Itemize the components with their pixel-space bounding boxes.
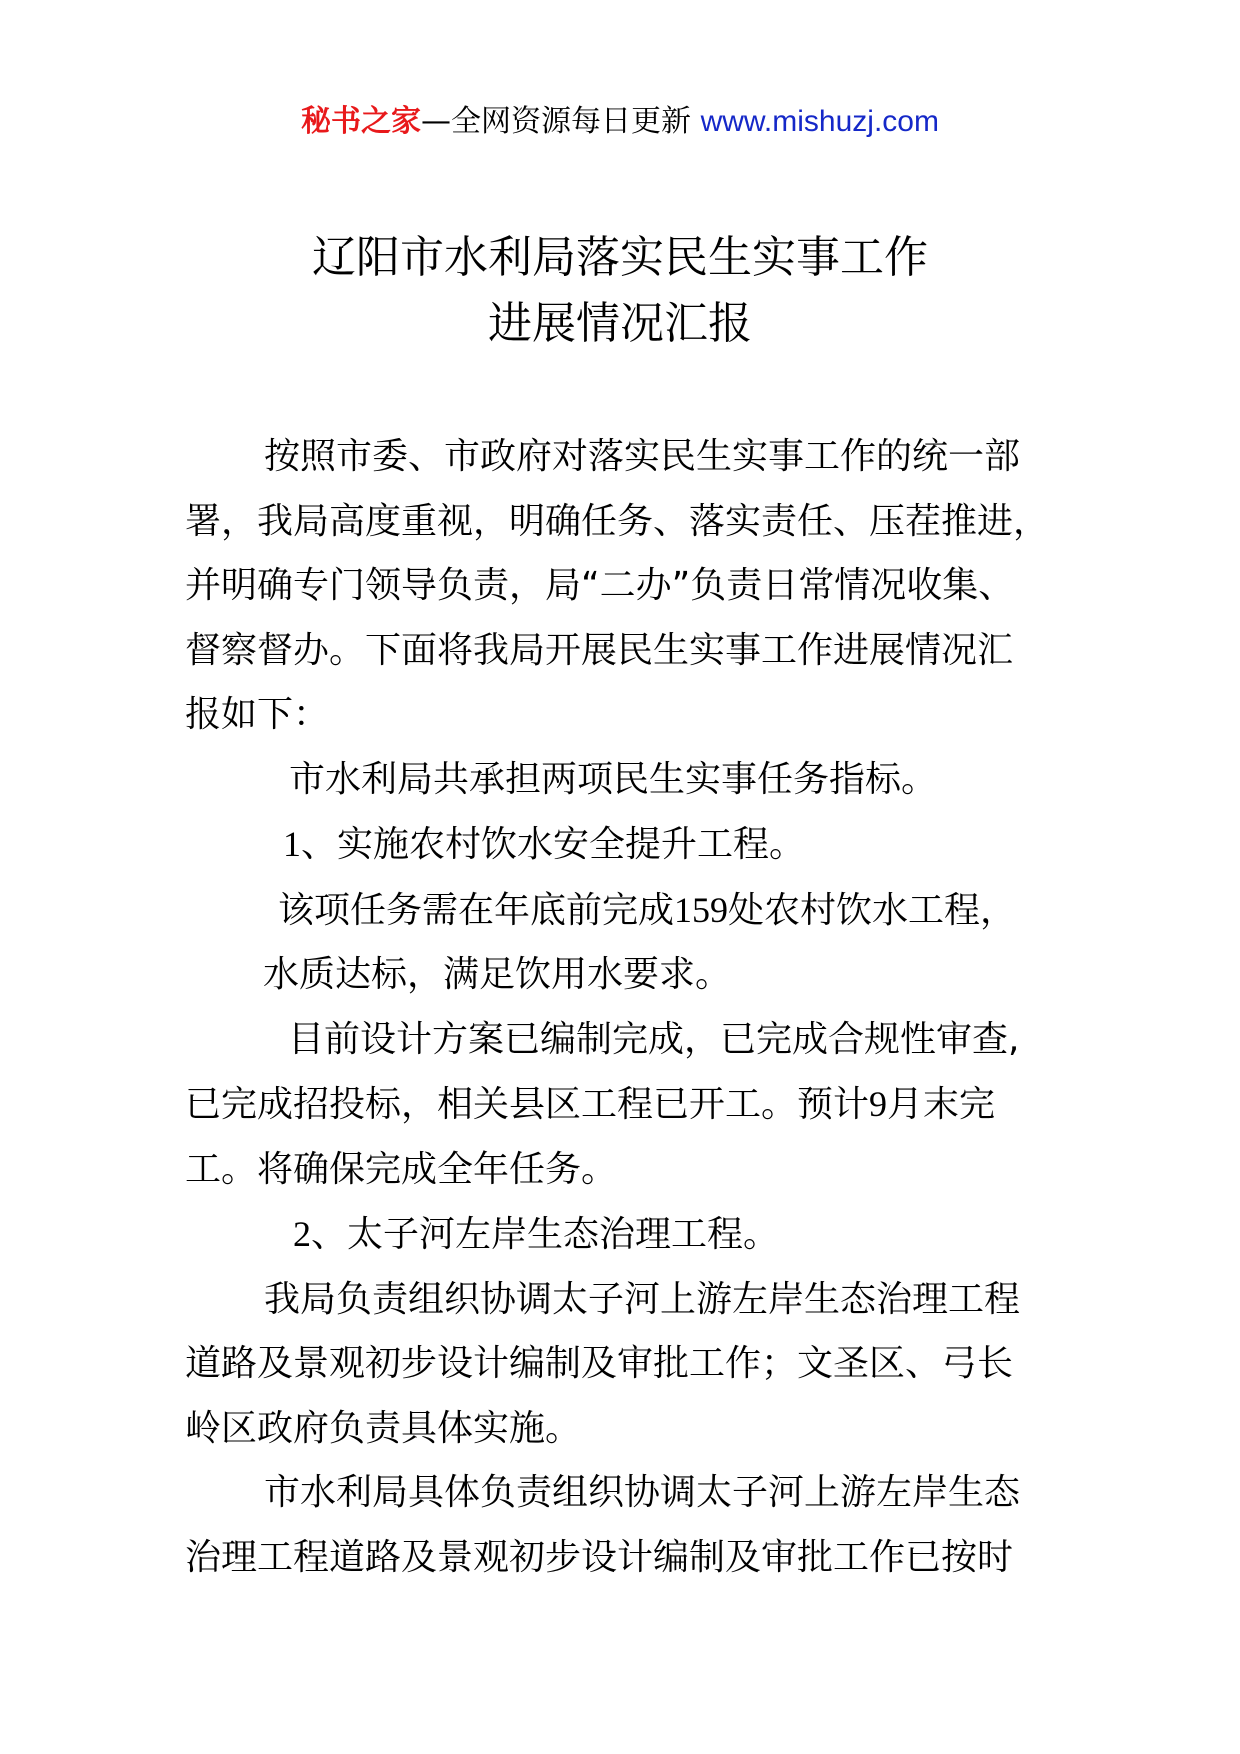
- intro-line-2: 署，我局高度重视，明确任务、落实责任、压茬推进，: [185, 500, 1050, 542]
- item2-duty-line-3: 岭区政府负责具体实施。: [185, 1407, 582, 1449]
- intro-line-1: 按照市委、市政府对落实民生实事工作的统一部: [264, 436, 1021, 477]
- item1-title: 、实施农村饮水安全提升工程。: [301, 824, 806, 865]
- site-url-link[interactable]: www.mishuzj.com: [700, 105, 939, 138]
- item2-duty-line-2: 道路及景观初步设计编制及审批工作；文圣区、弓长: [185, 1343, 1014, 1384]
- item2-heading: [185, 1202, 1085, 1268]
- item1-progress-month: 9: [869, 1084, 888, 1124]
- item1-task-line-1: [185, 878, 1085, 944]
- item1-number: 1: [283, 824, 301, 864]
- title-line-2: 进展情况汇报: [488, 298, 752, 349]
- intro-line-4: 督察督办。下面将我局开展民生实事工作进展情况汇: [185, 629, 1014, 671]
- item1-task-count: 159: [674, 889, 729, 930]
- item1-task-text: 该项任务需在年底前完成: [278, 889, 675, 931]
- header-tagline: —全网资源每日更新: [421, 104, 701, 139]
- site-header: [0, 100, 1240, 144]
- intro-line-5: 报如下：: [185, 694, 330, 735]
- item1-task-text-end: 处农村饮水工程，: [728, 889, 1017, 931]
- item2-status-line-2: 治理工程道路及景观初步设计编制及审批工作已按时: [185, 1536, 1014, 1578]
- item1-progress-text: 已完成招投标，相关县区工程已开工。预计: [185, 1084, 870, 1125]
- title-line-1: 辽阳市水利局落实民生实事工作: [312, 232, 928, 283]
- item1-progress-text-end: 月末完: [887, 1084, 996, 1125]
- intro-line-3: 并明确专门领导负责，局“二办”负责日常情况收集、: [185, 565, 1015, 606]
- item2-duty-line-1: 我局负责组织协调太子河上游左岸生态治理工程: [264, 1278, 1021, 1320]
- brand-name: 秘书之家: [301, 104, 422, 139]
- item2-title: 、太子河左岸生态治理工程。: [311, 1214, 780, 1255]
- item2-status-line-1: 市水利局具体负责组织协调太子河上游左岸生态: [264, 1472, 1021, 1513]
- document-body: [185, 425, 1085, 1590]
- item1-progress-line-1: 目前设计方案已编制完成，已完成合规性审查,: [288, 1018, 1020, 1060]
- item1-task-line-2: 水质达标，满足饮用水要求。: [263, 954, 732, 995]
- summary-paragraph: 市水利局共承担两项民生实事任务指标。: [289, 758, 938, 800]
- item1-progress-line-2: [185, 1072, 1085, 1138]
- item1-progress-line-3: 工。将确保完成全年任务。: [185, 1148, 618, 1190]
- item2-number: 2: [293, 1214, 311, 1254]
- document-title: [0, 225, 1240, 357]
- item1-heading: [185, 812, 1085, 878]
